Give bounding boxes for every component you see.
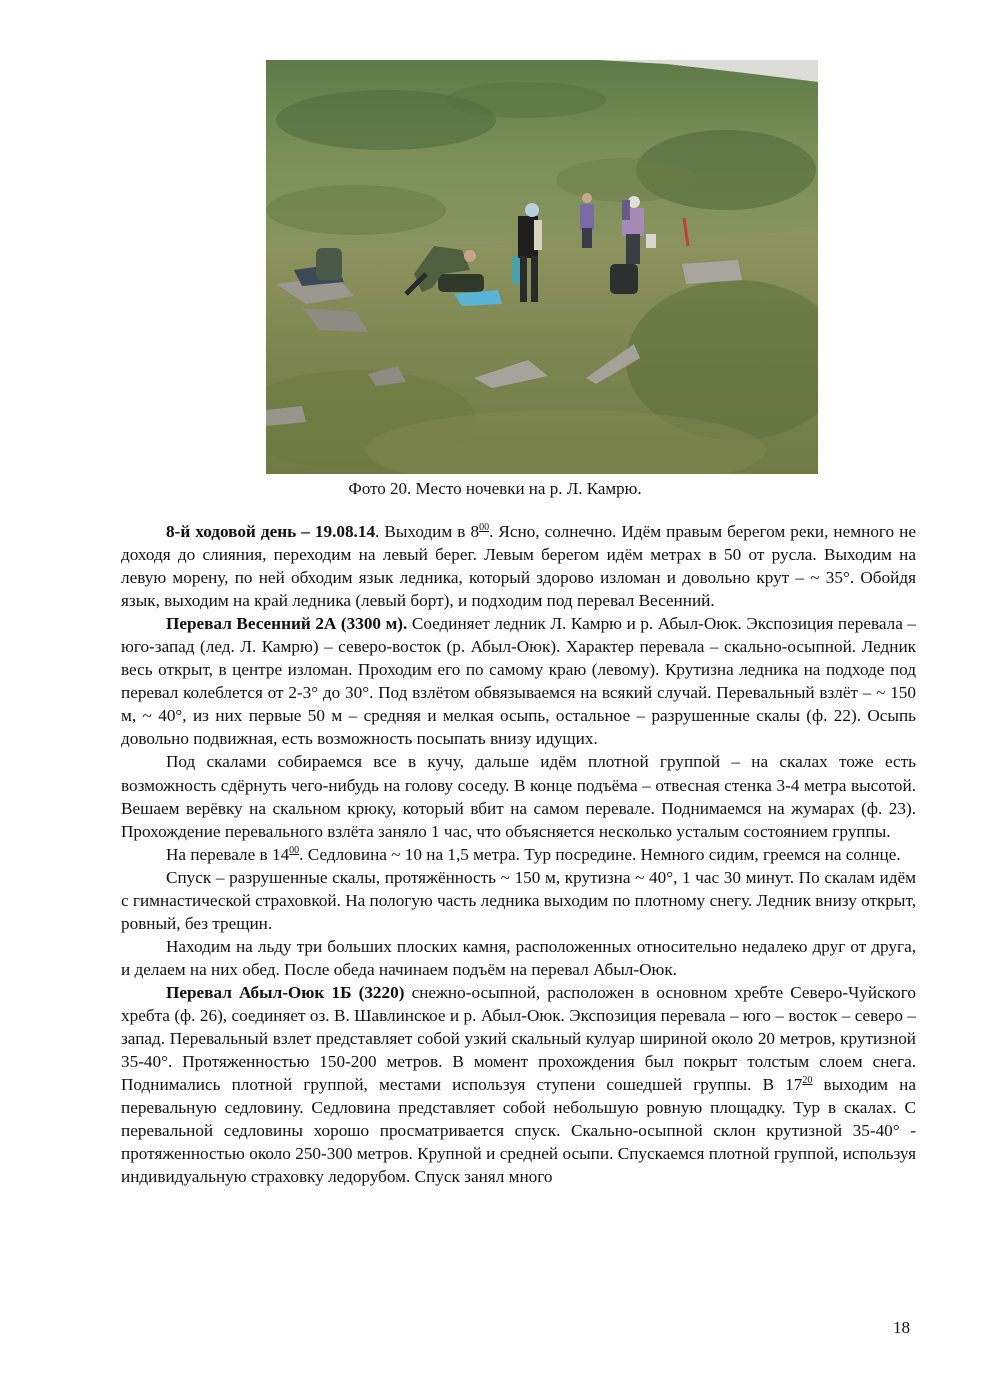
rock [682,260,742,284]
backpack [438,274,484,292]
time-minutes: 20 [802,1075,813,1087]
paragraph-text: снежно-осыпной, расположен в основном хребте Северо-Чуйского хребта (ф. 26), соединяет оз. В. Шавлинское и р. Абыл-Оюк. Экспозиция перевала – юго – восток – северо – запад. Перевальный взлет представляет собой узкий скальный кулуар шириной около 20 метров, крутизной 35-40°. Протяженностью 150-200 метров. В момент прохождения был покрыт толстым слоем снега. Поднимались плотной группой, местами используя ступени сошедшей группы. В 17 [121,982,916,1095]
paragraph [121,520,916,612]
paragraph [121,981,916,1188]
paragraph-text: Соединяет ледник Л. Камрю и р. Абыл-Оюк. Экспозиция перевала – юго-запад (лед. Л. Камрю) – северо-восток (р. Абыл-Оюк). Характер перевала – скально-осыпной. Ледник весь открыт, в центре изломан. Проходим его по самому краю (левому). Крутизна ледника на подходе под перевал колеблется от 2-3° до 30°. Под взлётом обвязываемся на всякий случай. Перевальный взлёт – ~ 150 м, ~ 40°, из них первые 50 м – средняя и мелкая осыпь, остальное – разрушенные скалы (ф. 22). Осыпь довольно подвижная, есть возможность посыпать внизу идущих. [121,614,916,749]
time-minutes: 00 [289,844,300,856]
backpack [610,264,638,294]
paragraph-text: На перевале в 14 [166,844,290,864]
paragraph-text: Под скалами собираемся все в кучу, дальше идём плотной группой – на скалах тоже есть возможность сдёрнуть чего-нибудь на голову соседу. В конце подъёма – отвесная стенка 3-4 метра высотой. Вешаем верёвку на скальном крюку, который вбит на самом перевале. Поднимаемся на жумарах (ф. 23). Прохождение перевального взлёта заняло 1 час, что объясняется несколько усталым состоянием группы. [121,752,916,841]
paragraph-text: Находим на льду три больших плоских камня, расположенных относительно недалеко друг от друга, и делаем на них обед. После обеда начинаем подъём на перевал Абыл-Оюк. [121,936,916,979]
pass-heading: Перевал Весенний 2А (3300 м). [166,614,408,634]
backpack [316,248,342,280]
paragraph [121,750,916,842]
paragraph-text: выходим на перевальную седловину. Седловина представляет собой небольшую ровную площадку. Тур в скалах. С перевальной седловины хорошо просматривается спуск. Скально-осыпной склон крутизной 35-40° - протяженностью около 250-300 метров. Крупной и средней осыпи. Спускаемся плотной группой, используя индивидуальную страховку ледорубом. Спуск занял много [121,1075,916,1187]
paragraph [121,935,916,981]
time-minutes: 00 [479,522,490,533]
paragraph-text: . Выходим в 8 [375,522,480,541]
paragraph [121,866,916,935]
paragraph-text: Спуск – разрушенные скалы, протяжённость ~ 150 м, крутизна ~ 40°, 1 час 30 минут. По скалам идём с гимнастической страховкой. На пологую часть ледника выходим по плотному снегу. Ледник внизу открыт, ровный, без трещин. [121,867,916,933]
page-number: 18 [893,1318,910,1337]
day-heading: 8-й ходовой день – 19.08.14 [166,522,376,541]
paragraph-text: . Ясно, солнечно. Идём правым берегом реки, немного не доходя до слияния, переходим на левый берег. Левым берегом идём метрах в 50 от русла. Выходим на левую морену, по ней обходим язык ледника, который здорово изломан и довольно крут – ~ 35°. Обойдя язык, выходим на край ледника (левый борт), и подходим под перевал Весенний. [121,522,917,611]
paragraph [121,612,916,750]
paragraph [121,843,916,866]
pass-heading: Перевал Абыл-Оюк 1Б (3220) [166,982,405,1002]
camp-site-photo [266,60,818,474]
photo-caption: Фото 20. Место ночевки на р. Л. Камрю. [348,479,642,498]
paragraph-text: . Седловина ~ 10 на 1,5 метра. Тур посредине. Немного сидим, греемся на солнце. [299,844,901,864]
body-text [121,520,916,1188]
